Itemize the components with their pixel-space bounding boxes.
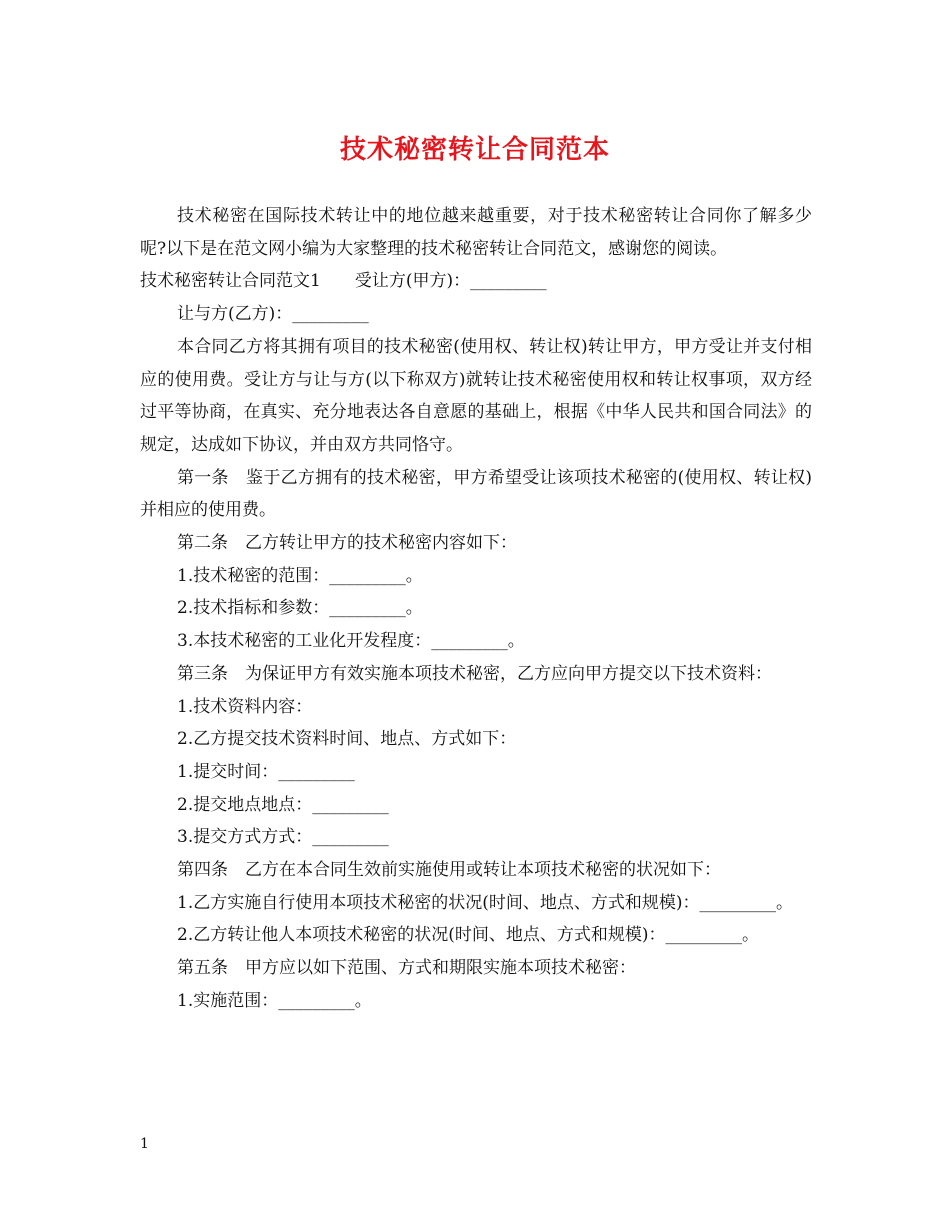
document-body [140, 200, 812, 1018]
paragraph-contract-heading: 技术秘密转让合同范文1 受让方(甲方)：_________ [140, 271, 547, 292]
paragraph-article-2-item-2: 2.技术指标和参数：_________。 [177, 598, 423, 619]
paragraph-article-4: 第四条 乙方在本合同生效前实施使用或转让本项技术秘密的状况如下： [177, 860, 721, 881]
paragraph-article-3: 第三条 为保证甲方有效实施本项技术秘密，乙方应向甲方提交以下技术资料： [177, 663, 772, 684]
paragraph-article-5: 第五条 甲方应以如下范围、方式和期限实施本项技术秘密： [177, 958, 636, 979]
paragraph-article-2-item-3: 3.本技术秘密的工业化开发程度：_________。 [177, 631, 525, 652]
paragraph-submit-place: 2.提交地点地点：_________ [177, 794, 389, 815]
paragraph-article-5-item-1: 1.实施范围：_________。 [177, 990, 372, 1011]
paragraph-article-4-item-1: 1.乙方实施自行使用本项技术秘密的状况(时间、地点、方式和规模)：_________。 [177, 892, 793, 913]
paragraph-article-3-item-2: 2.乙方提交技术资料时间、地点、方式如下： [177, 729, 517, 750]
document-title: 技术秘密转让合同范本 [339, 135, 610, 165]
paragraph-preamble: 本合同乙方将其拥有项目的技术秘密(使用权、转让权)转让甲方，甲方受让并支付相应的使用费。受让方与让与方(以下称双方)就转让技术秘密使用权和转让权事项，双方经过平等协商，在真实、充分地表达各自意愿的基础上，根据《中华人民共和国合同法》的规定，达成如下协议，并由双方共同恪守。 [140, 336, 812, 455]
paragraph-article-4-item-2: 2.乙方转让他人本项技术秘密的状况(时间、地点、方式和规模)：_________。 [177, 925, 759, 946]
paragraph-submit-time: 1.提交时间：_________ [177, 761, 355, 782]
paragraph-article-1: 第一条 鉴于乙方拥有的技术秘密，甲方希望受让该项技术秘密的(使用权、转让权)并相应的使用费。 [140, 467, 812, 521]
page-number: 1 [140, 1136, 149, 1152]
paragraph-party-b: 让与方(乙方)：_________ [177, 304, 369, 325]
paragraph-article-2-item-1: 1.技术秘密的范围：_________。 [177, 565, 423, 586]
paragraph-article-2: 第二条 乙方转让甲方的技术秘密内容如下： [177, 533, 517, 554]
paragraph-article-3-item-1: 1.技术资料内容： [177, 696, 313, 717]
paragraph-submit-method: 3.提交方式方式：_________ [177, 827, 389, 848]
paragraph-intro: 技术秘密在国际技术转让中的地位越来越重要，对于技术秘密转让合同你了解多少呢?以下是在范文网小编为大家整理的技术秘密转让合同范文，感谢您的阅读。 [140, 206, 812, 259]
